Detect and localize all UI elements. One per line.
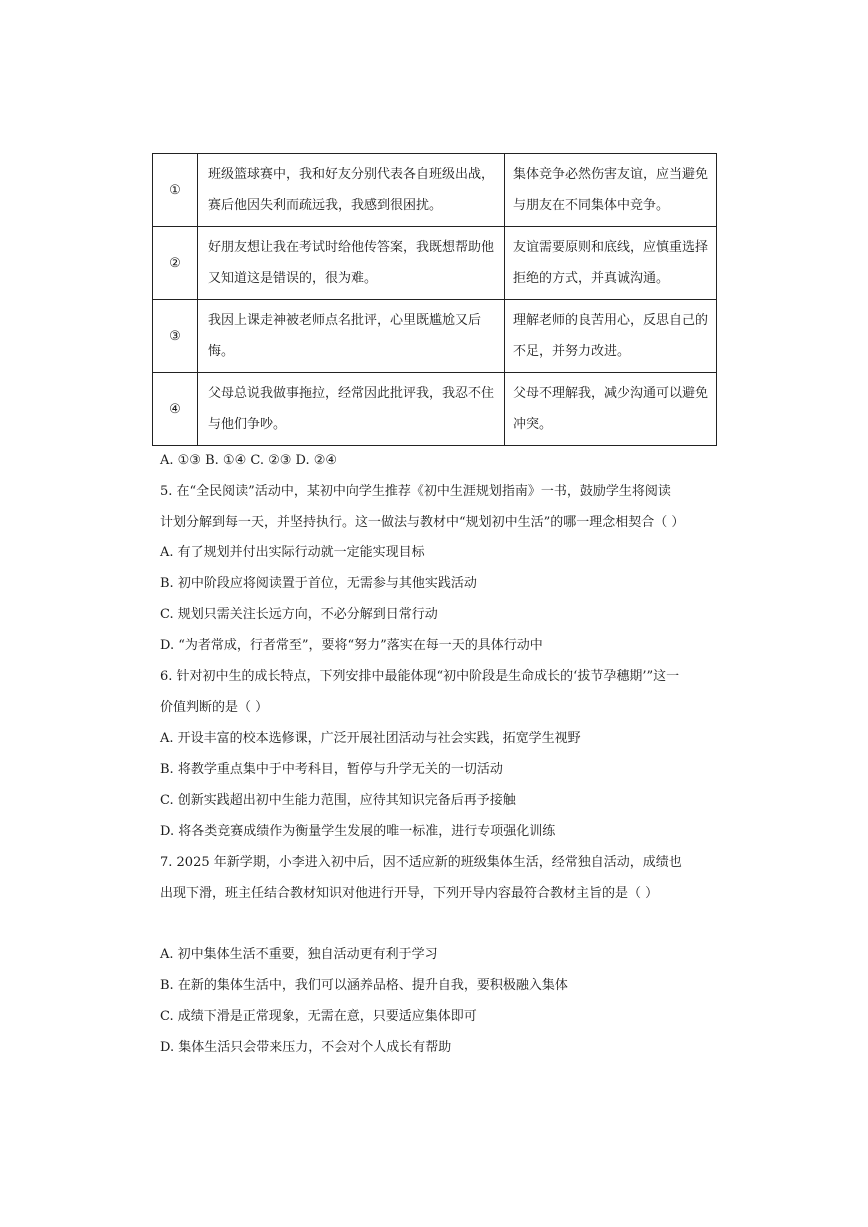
q6-option-d: D. 将各类竞赛成绩作为衡量学生发展的唯一标准，进行专项强化训练	[160, 824, 556, 839]
q5-option-d: D. “为者常成，行者常至”，要将“努力”落实在每一天的具体行动中	[160, 638, 543, 653]
view-cell: 集体竞争必然伤害友谊，应当避免与朋友在不同集体中竞争。	[505, 154, 717, 227]
situation-cell: 父母总说我做事拖拉，经常因此批评我，我忍不住与他们争吵。	[198, 373, 505, 446]
q6-option-b: B. 将教学重点集中于中考科目，暂停与升学无关的一切活动	[160, 762, 503, 777]
situation-cell: 我因上课走神被老师点名批评，心里既尴尬又后悔。	[198, 300, 505, 373]
q7-stem-line2: 出现下滑，班主任结合教材知识对他进行开导，下列开导内容最符合教材主旨的是（ ）	[160, 886, 659, 901]
row-number: ③	[153, 300, 198, 373]
situation-cell: 班级篮球赛中，我和好友分别代表各自班级出战，赛后他因失利而疏远我，我感到很困扰。	[198, 154, 505, 227]
q5-stem-line1: 5. 在“全民阅读”活动中，某初中向学生推荐《初中生涯规划指南》一书，鼓励学生将阅读	[160, 484, 671, 499]
table-row	[153, 300, 717, 373]
table-row	[153, 373, 717, 446]
situation-cell: 好朋友想让我在考试时给他传答案，我既想帮助他又知道这是错误的，很为难。	[198, 227, 505, 300]
q6-stem-line1: 6. 针对初中生的成长特点，下列安排中最能体现“初中阶段是生命成长的‘拔节孕穗期’”这一	[160, 669, 680, 684]
view-cell: 友谊需要原则和底线，应慎重选择拒绝的方式，并真诚沟通。	[505, 227, 717, 300]
row-number: ②	[153, 227, 198, 300]
q7-option-b: B. 在新的集体生活中，我们可以涵养品格、提升自我，要积极融入集体	[160, 978, 568, 993]
q5-option-b: B. 初中阶段应将阅读置于首位，无需参与其他实践活动	[160, 576, 477, 591]
q5-stem-line2: 计划分解到每一天，并坚持执行。这一做法与教材中“规划初中生活”的哪一理念相契合（ ）	[160, 515, 685, 530]
q7-option-d: D. 集体生活只会带来压力，不会对个人成长有帮助	[160, 1040, 452, 1055]
row-number: ①	[153, 154, 198, 227]
q5-option-c: C. 规划只需关注长远方向，不必分解到日常行动	[160, 607, 438, 622]
q5-option-a: A. 有了规划并付出实际行动就一定能实现目标	[160, 545, 425, 560]
view-cell: 理解老师的良苦用心，反思自己的不足，并努力改进。	[505, 300, 717, 373]
q7-stem-line1: 7. 2025 年新学期，小李进入初中后，因不适应新的班级集体生活，经常独自活动，成绩也	[160, 855, 682, 870]
row-number: ④	[153, 373, 198, 446]
q4-options: A. ①③ B. ①④ C. ②③ D. ②④	[160, 453, 338, 468]
scenario-table	[152, 153, 717, 446]
q6-option-a: A. 开设丰富的校本选修课，广泛开展社团活动与社会实践，拓宽学生视野	[160, 731, 581, 746]
view-cell: 父母不理解我，减少沟通可以避免冲突。	[505, 373, 717, 446]
q7-option-c: C. 成绩下滑是正常现象，无需在意，只要适应集体即可	[160, 1009, 477, 1024]
table-row	[153, 227, 717, 300]
q7-option-a: A. 初中集体生活不重要，独自活动更有利于学习	[160, 947, 438, 962]
table-row	[153, 154, 717, 227]
q6-stem-line2: 价值判断的是（ ）	[160, 700, 269, 715]
q6-option-c: C. 创新实践超出初中生能力范围，应待其知识完备后再予接触	[160, 793, 516, 808]
